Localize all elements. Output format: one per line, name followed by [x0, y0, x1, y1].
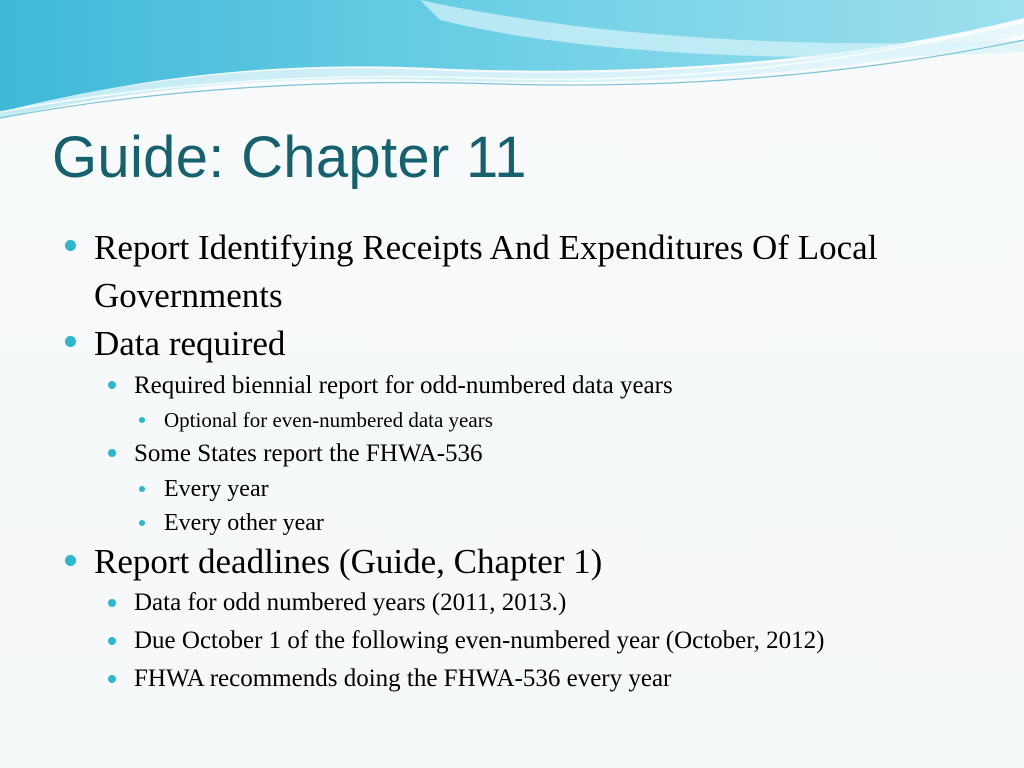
- sub-bullet-item: [60, 584, 990, 622]
- bullet-text: FHWA recommends doing the FHWA-536 every year: [134, 665, 672, 692]
- sub-sub-bullet-item: [60, 404, 990, 436]
- bullet-dot-icon: [139, 486, 145, 492]
- bullet-text: Some States report the FHWA-536: [134, 440, 483, 467]
- bullet-item: [60, 224, 990, 320]
- bullet-text: Data required: [94, 324, 286, 363]
- sub-sub-bullet-item: [60, 506, 990, 540]
- bullet-dot-icon: [108, 599, 116, 607]
- bullet-item: [60, 540, 990, 584]
- bullet-text: Optional for even-numbered data years: [164, 408, 493, 432]
- bullet-text: Required biennial report for odd-numbered data years: [134, 372, 673, 399]
- bullet-dot-icon: [65, 336, 76, 347]
- sub-bullet-item: [60, 660, 990, 698]
- bullet-dot-icon: [65, 555, 76, 566]
- bullet-text: Data for odd numbered years (2011, 2013.): [134, 589, 567, 616]
- bullet-item: [60, 320, 990, 368]
- sub-bullet-item: [60, 622, 990, 660]
- bullet-dot-icon: [108, 637, 116, 645]
- bullet-dot-icon: [108, 675, 116, 683]
- sub-bullet-item: [60, 436, 990, 472]
- bullet-dot-icon: [65, 240, 76, 251]
- bullet-dot-icon: [108, 449, 116, 457]
- decorative-wave-banner: [0, 0, 1024, 130]
- slide-title: Guide: Chapter 11: [52, 125, 527, 190]
- sub-bullet-item: [60, 368, 990, 404]
- sub-sub-bullet-item: [60, 472, 990, 506]
- bullet-text: Report deadlines (Guide, Chapter 1): [94, 542, 603, 581]
- bullet-text: Due October 1 of the following even-numbered year (October, 2012): [134, 627, 825, 654]
- bullet-dot-icon: [139, 417, 145, 423]
- bullet-dot-icon: [139, 520, 145, 526]
- bullet-list: [60, 224, 990, 698]
- bullet-text: Report Identifying Receipts And Expenditures Of Local Governments: [94, 228, 878, 315]
- bullet-text: Every other year: [164, 510, 324, 536]
- bullet-text: Every year: [164, 476, 269, 502]
- bullet-dot-icon: [108, 381, 116, 389]
